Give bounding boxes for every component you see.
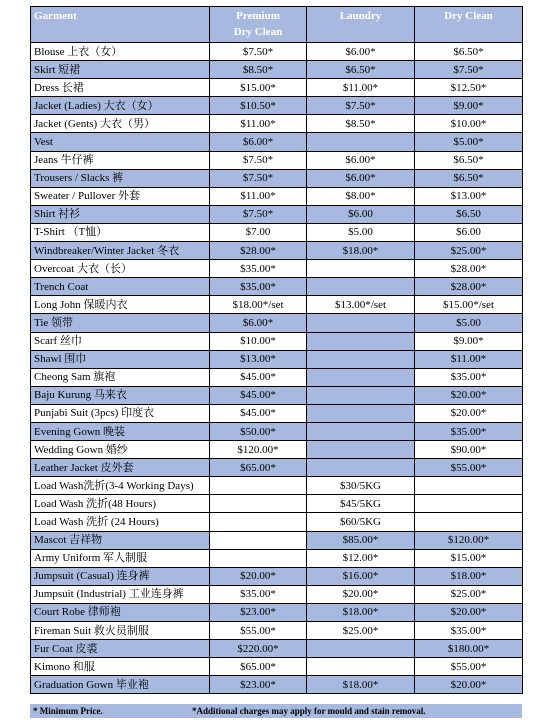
garment-cell: Shawl 围巾 bbox=[31, 350, 210, 368]
table-row bbox=[31, 97, 523, 115]
dry-clean-price-cell: $5.00* bbox=[415, 133, 523, 151]
laundry-price-cell: $85.00* bbox=[307, 531, 415, 549]
premium-price-cell bbox=[210, 513, 307, 531]
premium-price-cell: $23.00* bbox=[210, 603, 307, 621]
table-row bbox=[31, 441, 523, 459]
table-row bbox=[31, 79, 523, 97]
table-row bbox=[31, 477, 523, 495]
premium-header-line2: Dry Clean bbox=[233, 26, 283, 38]
premium-price-cell: $55.00* bbox=[210, 622, 307, 640]
garment-cell: Cheong Sam 旗袍 bbox=[31, 368, 210, 386]
premium-price-cell: $10.00* bbox=[210, 332, 307, 350]
dry-clean-price-cell: $35.00* bbox=[415, 622, 523, 640]
dry-clean-price-cell: $15.00*/set bbox=[415, 296, 523, 314]
additional-charges-note: *Additional charges may apply for mould and stain removal. bbox=[192, 706, 426, 716]
garment-cell: Load Wash 洗折 (24 Hours) bbox=[31, 513, 210, 531]
table-row bbox=[31, 43, 523, 61]
premium-price-cell bbox=[210, 549, 307, 567]
laundry-price-cell bbox=[307, 350, 415, 368]
dry-clean-price-cell bbox=[415, 513, 523, 531]
garment-cell: Blouse 上衣（女） bbox=[31, 43, 210, 61]
dry-clean-price-cell: $20.00* bbox=[415, 386, 523, 404]
dry-clean-price-cell: $28.00* bbox=[415, 260, 523, 278]
dry-clean-price-cell: $10.00* bbox=[415, 115, 523, 133]
premium-price-cell: $23.00* bbox=[210, 676, 307, 694]
premium-price-cell: $6.00* bbox=[210, 314, 307, 332]
table-row bbox=[31, 531, 523, 549]
laundry-price-cell: $30/5KG bbox=[307, 477, 415, 495]
premium-dry-clean-column-header bbox=[210, 7, 307, 43]
price-table bbox=[30, 6, 523, 694]
garment-cell: Overcoat 大衣（长） bbox=[31, 260, 210, 278]
premium-price-cell: $7.50* bbox=[210, 205, 307, 223]
dry-clean-price-cell: $11.00* bbox=[415, 350, 523, 368]
premium-price-cell bbox=[210, 531, 307, 549]
dry-clean-price-cell: $25.00* bbox=[415, 585, 523, 603]
table-row bbox=[31, 640, 523, 658]
laundry-price-cell bbox=[307, 459, 415, 477]
table-row bbox=[31, 603, 523, 621]
garment-cell: Vest bbox=[31, 133, 210, 151]
premium-price-cell: $20.00* bbox=[210, 567, 307, 585]
dry-clean-price-cell: $15.00* bbox=[415, 549, 523, 567]
garment-cell: Jacket (Gents) 大衣（男） bbox=[31, 115, 210, 133]
table-row bbox=[31, 151, 523, 169]
table-row bbox=[31, 115, 523, 133]
premium-price-cell: $65.00* bbox=[210, 459, 307, 477]
dry-clean-price-cell: $9.00* bbox=[415, 97, 523, 115]
laundry-price-cell: $11.00* bbox=[307, 79, 415, 97]
garment-cell: Baju Kurung 马来衣 bbox=[31, 386, 210, 404]
dry-clean-price-cell: $6.50* bbox=[415, 43, 523, 61]
table-row bbox=[31, 567, 523, 585]
premium-price-cell: $6.00* bbox=[210, 133, 307, 151]
laundry-price-cell bbox=[307, 441, 415, 459]
premium-price-cell: $220.00* bbox=[210, 640, 307, 658]
laundry-price-cell bbox=[307, 260, 415, 278]
premium-price-cell: $45.00* bbox=[210, 386, 307, 404]
laundry-price-cell: $13.00*/set bbox=[307, 296, 415, 314]
dry-clean-price-cell: $20.00* bbox=[415, 404, 523, 422]
premium-price-cell: $28.00* bbox=[210, 242, 307, 260]
laundry-price-cell bbox=[307, 332, 415, 350]
premium-price-cell: $11.00* bbox=[210, 187, 307, 205]
dry-clean-price-cell: $6.50 bbox=[415, 205, 523, 223]
garment-cell: Army Uniform 军人制服 bbox=[31, 549, 210, 567]
table-row bbox=[31, 278, 523, 296]
table-row bbox=[31, 404, 523, 422]
dry-clean-price-cell: $18.00* bbox=[415, 567, 523, 585]
laundry-price-cell: $8.50* bbox=[307, 115, 415, 133]
table-row bbox=[31, 187, 523, 205]
garment-cell: Shirt 衬衫 bbox=[31, 205, 210, 223]
laundry-price-cell: $60/5KG bbox=[307, 513, 415, 531]
premium-price-cell: $18.00*/set bbox=[210, 296, 307, 314]
dry-clean-price-cell: $25.00* bbox=[415, 242, 523, 260]
premium-price-cell bbox=[210, 477, 307, 495]
dry-clean-price-cell: $35.00* bbox=[415, 368, 523, 386]
table-row bbox=[31, 422, 523, 440]
dry-clean-price-cell: $20.00* bbox=[415, 603, 523, 621]
laundry-price-cell bbox=[307, 314, 415, 332]
garment-cell: Windbreaker/Winter Jacket 冬衣 bbox=[31, 242, 210, 260]
table-row bbox=[31, 61, 523, 79]
table-row bbox=[31, 622, 523, 640]
laundry-price-cell bbox=[307, 386, 415, 404]
dry-clean-price-cell: $55.00* bbox=[415, 658, 523, 676]
laundry-price-cell: $18.00* bbox=[307, 603, 415, 621]
garment-cell: Wedding Gown 婚纱 bbox=[31, 441, 210, 459]
minimum-price-note: * Minimum Price. bbox=[33, 706, 103, 716]
garment-cell: Graduation Gown 毕业袍 bbox=[31, 676, 210, 694]
premium-price-cell: $65.00* bbox=[210, 658, 307, 676]
dry-clean-price-cell: $55.00* bbox=[415, 459, 523, 477]
garment-cell: Sweater / Pullover 外套 bbox=[31, 187, 210, 205]
garment-cell: Trench Coat bbox=[31, 278, 210, 296]
laundry-price-cell: $6.50* bbox=[307, 61, 415, 79]
laundry-price-cell: $6.00* bbox=[307, 43, 415, 61]
laundry-price-cell: $18.00* bbox=[307, 676, 415, 694]
laundry-price-cell bbox=[307, 640, 415, 658]
premium-price-cell: $10.50* bbox=[210, 97, 307, 115]
table-row bbox=[31, 133, 523, 151]
laundry-column-header: Laundry bbox=[307, 7, 415, 43]
laundry-price-cell: $20.00* bbox=[307, 585, 415, 603]
table-row bbox=[31, 386, 523, 404]
premium-price-cell: $120.00* bbox=[210, 441, 307, 459]
laundry-price-cell: $45/5KG bbox=[307, 495, 415, 513]
garment-cell: Leather Jacket 皮外套 bbox=[31, 459, 210, 477]
premium-price-cell: $7.50* bbox=[210, 43, 307, 61]
garment-column-header: Garment bbox=[31, 7, 210, 43]
dry-clean-column-header: Dry Clean bbox=[415, 7, 523, 43]
laundry-price-cell: $12.00* bbox=[307, 549, 415, 567]
laundry-price-cell bbox=[307, 133, 415, 151]
table-row bbox=[31, 350, 523, 368]
table-row bbox=[31, 658, 523, 676]
dry-clean-price-cell: $28.00* bbox=[415, 278, 523, 296]
premium-price-cell: $8.50* bbox=[210, 61, 307, 79]
premium-price-cell: $45.00* bbox=[210, 368, 307, 386]
premium-price-cell: $11.00* bbox=[210, 115, 307, 133]
garment-cell: Long John 保暖内衣 bbox=[31, 296, 210, 314]
table-row bbox=[31, 549, 523, 567]
garment-cell: Skirt 短裙 bbox=[31, 61, 210, 79]
laundry-price-cell bbox=[307, 422, 415, 440]
laundry-price-cell: $7.50* bbox=[307, 97, 415, 115]
premium-price-cell: $45.00* bbox=[210, 404, 307, 422]
garment-cell: Mascot 吉祥物 bbox=[31, 531, 210, 549]
garment-cell: Jumpsuit (Industrial) 工业连身裤 bbox=[31, 585, 210, 603]
garment-cell: Tie 领带 bbox=[31, 314, 210, 332]
garment-cell: Load Wash 洗折(48 Hours) bbox=[31, 495, 210, 513]
dry-clean-price-cell: $180.00* bbox=[415, 640, 523, 658]
garment-cell: Scarf 丝巾 bbox=[31, 332, 210, 350]
garment-cell: Dress 长裙 bbox=[31, 79, 210, 97]
table-row bbox=[31, 459, 523, 477]
dry-clean-price-cell: $9.00* bbox=[415, 332, 523, 350]
garment-cell: Punjabi Suit (3pcs) 印度衣 bbox=[31, 404, 210, 422]
laundry-price-cell: $8.00* bbox=[307, 187, 415, 205]
table-row bbox=[31, 676, 523, 694]
table-row bbox=[31, 332, 523, 350]
garment-cell: Jacket (Ladies) 大衣（女） bbox=[31, 97, 210, 115]
dry-clean-price-cell bbox=[415, 495, 523, 513]
laundry-price-cell: $16.00* bbox=[307, 567, 415, 585]
premium-price-cell: $7.50* bbox=[210, 151, 307, 169]
premium-price-cell: $15.00* bbox=[210, 79, 307, 97]
garment-cell: Court Robe 律师袍 bbox=[31, 603, 210, 621]
premium-price-cell: $35.00* bbox=[210, 260, 307, 278]
garment-cell: Jeans 牛仔裤 bbox=[31, 151, 210, 169]
dry-clean-price-cell: $20.00* bbox=[415, 676, 523, 694]
table-row bbox=[31, 368, 523, 386]
table-row bbox=[31, 223, 523, 241]
premium-price-cell: $35.00* bbox=[210, 278, 307, 296]
table-row bbox=[31, 169, 523, 187]
laundry-price-cell: $25.00* bbox=[307, 622, 415, 640]
table-row bbox=[31, 495, 523, 513]
laundry-price-cell bbox=[307, 278, 415, 296]
premium-price-cell: $7.00 bbox=[210, 223, 307, 241]
laundry-price-cell: $5.00 bbox=[307, 223, 415, 241]
laundry-price-cell bbox=[307, 658, 415, 676]
garment-cell: Fur Coat 皮裘 bbox=[31, 640, 210, 658]
laundry-price-cell: $6.00* bbox=[307, 169, 415, 187]
table-row bbox=[31, 585, 523, 603]
dry-clean-price-cell: $13.00* bbox=[415, 187, 523, 205]
table-row bbox=[31, 260, 523, 278]
premium-price-cell: $50.00* bbox=[210, 422, 307, 440]
table-row bbox=[31, 296, 523, 314]
laundry-price-cell bbox=[307, 404, 415, 422]
dry-clean-price-cell: $6.00 bbox=[415, 223, 523, 241]
premium-price-cell bbox=[210, 495, 307, 513]
laundry-price-cell bbox=[307, 368, 415, 386]
premium-price-cell: $13.00* bbox=[210, 350, 307, 368]
laundry-price-cell: $18.00* bbox=[307, 242, 415, 260]
dry-clean-price-cell bbox=[415, 477, 523, 495]
dry-clean-price-cell: $90.00* bbox=[415, 441, 523, 459]
premium-price-cell: $35.00* bbox=[210, 585, 307, 603]
premium-header-line1: Premium bbox=[236, 10, 280, 22]
table-row bbox=[31, 242, 523, 260]
garment-cell: Jumpsuit (Casual) 连身裤 bbox=[31, 567, 210, 585]
dry-clean-price-cell: $120.00* bbox=[415, 531, 523, 549]
premium-price-cell: $7.50* bbox=[210, 169, 307, 187]
garment-cell: Kimono 和服 bbox=[31, 658, 210, 676]
garment-cell: Load Wash洗折(3-4 Working Days) bbox=[31, 477, 210, 495]
dry-clean-price-cell: $7.50* bbox=[415, 61, 523, 79]
dry-clean-price-cell: $6.50* bbox=[415, 169, 523, 187]
dry-clean-price-cell: $6.50* bbox=[415, 151, 523, 169]
dry-clean-price-cell: $5.00 bbox=[415, 314, 523, 332]
dry-clean-price-cell: $35.00* bbox=[415, 422, 523, 440]
table-row bbox=[31, 513, 523, 531]
garment-cell: Fireman Suit 救火员制服 bbox=[31, 622, 210, 640]
laundry-price-cell: $6.00 bbox=[307, 205, 415, 223]
table-row bbox=[31, 314, 523, 332]
garment-cell: Trousers / Slacks 裤 bbox=[31, 169, 210, 187]
dry-clean-price-cell: $12.50* bbox=[415, 79, 523, 97]
garment-cell: T-Shirt （T恤） bbox=[31, 223, 210, 241]
header-row bbox=[31, 7, 523, 43]
footer-note-bar bbox=[30, 704, 522, 718]
table-row bbox=[31, 205, 523, 223]
laundry-price-cell: $6.00* bbox=[307, 151, 415, 169]
garment-cell: Evening Gown 晚装 bbox=[31, 422, 210, 440]
